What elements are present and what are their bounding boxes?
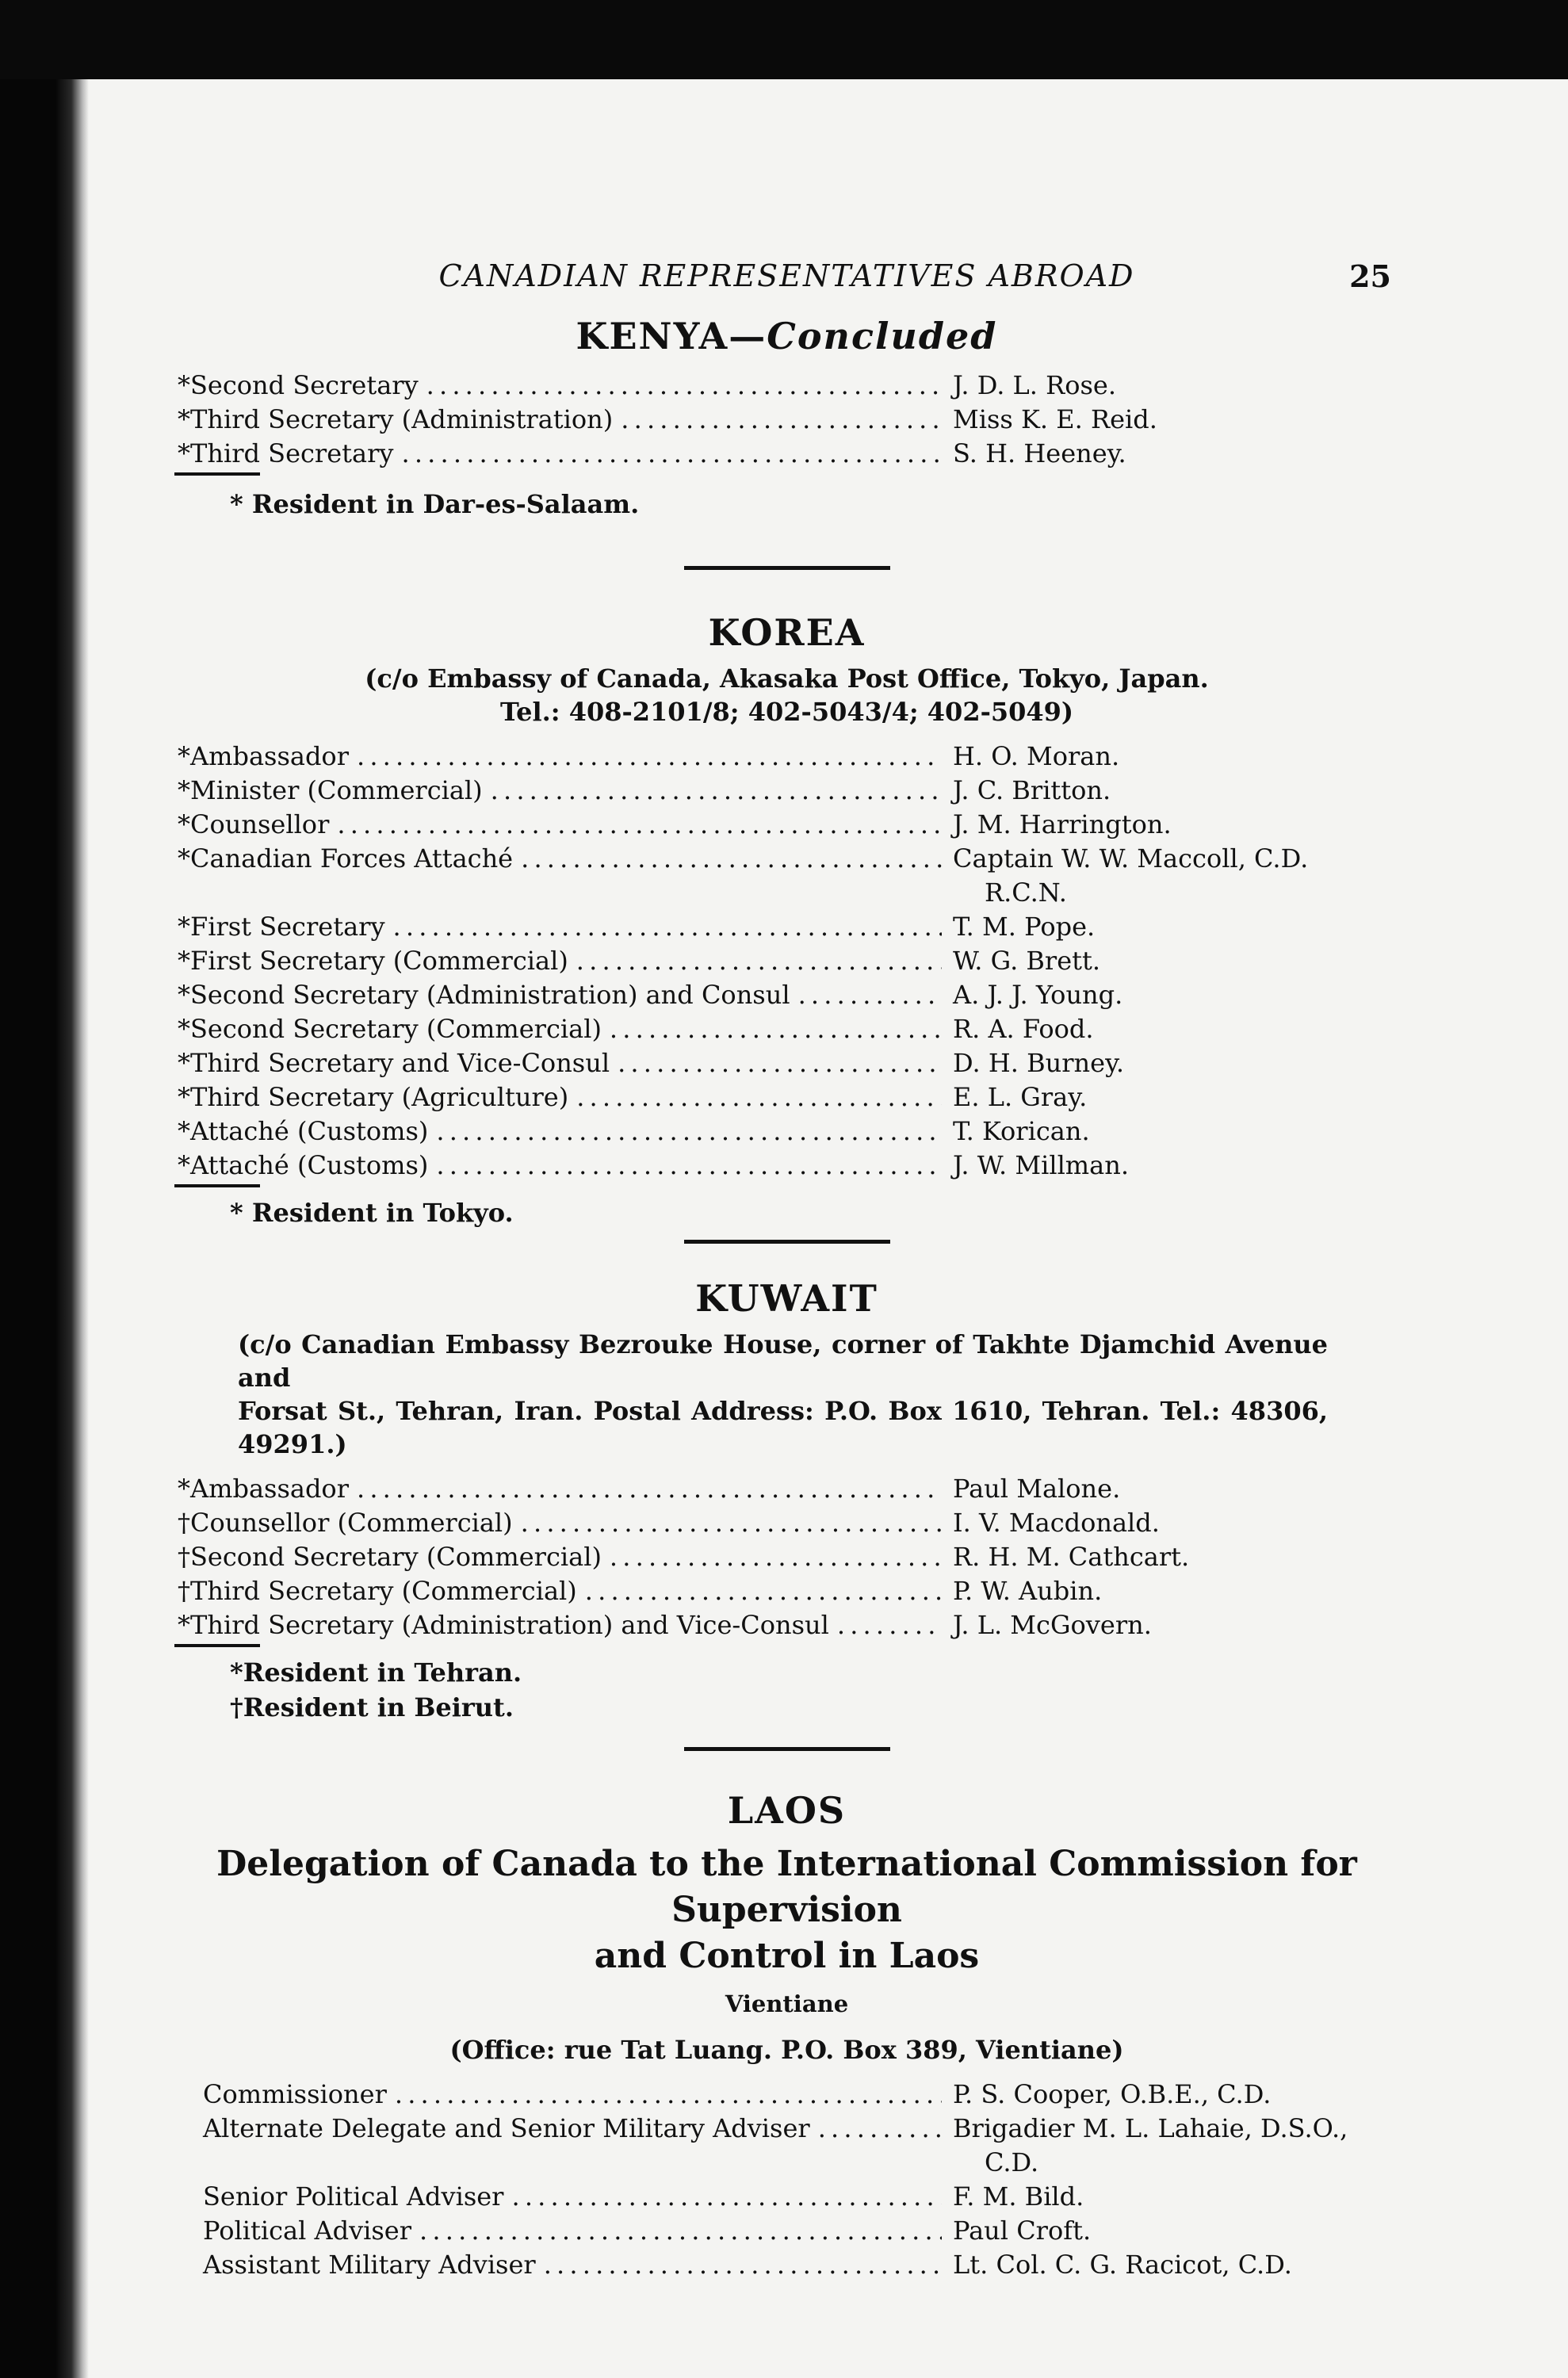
- entry-row: [174, 1608, 1399, 1642]
- person-name: [942, 842, 1399, 910]
- leader-dots: [511, 2180, 942, 2214]
- position-label: *Third Secretary (Administration): [178, 404, 614, 434]
- leader-dots: [419, 2214, 942, 2248]
- position-label: *Third Secretary: [178, 438, 394, 468]
- section-divider: [684, 1240, 890, 1244]
- person-name: I. V. Macdonald.: [953, 1508, 1160, 1538]
- leader-dots: [621, 403, 942, 437]
- person-name: P. S. Cooper, O.B.E., C.D.: [953, 2079, 1272, 2109]
- leader-dots: [393, 910, 942, 944]
- delegation-title-line: Delegation of Canada to the International Commission for Supervision: [216, 1844, 1357, 1930]
- person-name: T. M. Pope.: [953, 912, 1096, 942]
- address-block: [174, 1328, 1399, 1461]
- entry-row: [174, 369, 1399, 403]
- position-label: *Third Secretary (Administration) and Vice-Consul: [178, 1610, 829, 1640]
- section-korea: [174, 610, 1399, 1230]
- leader-dots: [491, 774, 942, 808]
- entry-row: [174, 1506, 1399, 1540]
- office-address: (Office: rue Tat Luang. P.O. Box 389, Vientiane): [449, 2035, 1124, 2065]
- leader-dots: [798, 978, 942, 1012]
- section-title-suffix: Concluded: [767, 315, 998, 357]
- position-label: *Attaché (Customs): [178, 1116, 429, 1146]
- position-label: Commissioner: [203, 2079, 387, 2109]
- person-name: J. L. McGovern.: [953, 1610, 1152, 1640]
- delegation-title-line: and Control in Laos: [594, 1936, 980, 1976]
- leader-dots: [357, 740, 942, 774]
- position-label: *Second Secretary (Administration) and Consul: [178, 980, 790, 1010]
- leader-dots: [395, 2078, 942, 2112]
- position-label: *Ambassador: [178, 1474, 349, 1504]
- footnote-rule: [174, 1644, 260, 1647]
- person-name: P. W. Aubin.: [953, 1576, 1103, 1606]
- entry-row: [174, 1574, 1399, 1608]
- running-head: [174, 238, 1399, 313]
- entry-row: [174, 2214, 1399, 2248]
- section-title: KOREA: [708, 611, 866, 654]
- leader-dots: [357, 1472, 942, 1506]
- position-label: Senior Political Adviser: [203, 2181, 504, 2212]
- person-name: J. D. L. Rose.: [953, 370, 1117, 400]
- footnote: *Resident in Tehran.: [230, 1657, 522, 1688]
- address-block: [174, 662, 1399, 728]
- entry-row: [174, 842, 1399, 910]
- leader-dots: [436, 1114, 942, 1149]
- leader-dots: [585, 1574, 942, 1608]
- person-name: J. W. Millman.: [953, 1150, 1129, 1180]
- position-label: *Ambassador: [178, 741, 349, 771]
- address-line: (c/o Canadian Embassy Bezrouke House, corner of Takhte Djamchid Avenue and: [238, 1329, 1328, 1393]
- person-name-line: C.D.: [985, 2147, 1039, 2177]
- section-kuwait: [174, 1275, 1399, 1725]
- scan-binding-edge: [0, 79, 89, 2378]
- entry-row: [174, 2180, 1399, 2214]
- person-name: Miss K. E. Reid.: [953, 404, 1157, 434]
- delegation-title: [174, 1841, 1399, 1979]
- entry-row: [174, 1046, 1399, 1080]
- position-label: *Third Secretary and Vice-Consul: [178, 1048, 610, 1078]
- person-name: R. A. Food.: [953, 1014, 1094, 1044]
- leader-dots: [337, 808, 942, 842]
- entry-row: [174, 2248, 1399, 2282]
- entry-row: [174, 1114, 1399, 1149]
- leader-dots: [576, 944, 942, 978]
- person-name: W. G. Brett.: [953, 946, 1101, 976]
- person-name: E. L. Gray.: [953, 1082, 1088, 1112]
- footnote: * Resident in Tokyo.: [230, 1198, 514, 1228]
- person-name: T. Korican.: [953, 1116, 1090, 1146]
- entry-list: [174, 1472, 1399, 1642]
- entry-row: [174, 774, 1399, 808]
- section-kenya: [174, 313, 1399, 522]
- position-label: Alternate Delegate and Senior Military Adviser: [203, 2113, 810, 2143]
- entry-list: [174, 2078, 1399, 2282]
- entry-row: [174, 1540, 1399, 1574]
- entry-row: [174, 2078, 1399, 2112]
- address-line: Forsat St., Tehran, Iran. Postal Address: P.O. Box 1610, Tehran. Tel.: 48306, 49291.): [238, 1396, 1328, 1459]
- section-laos: [174, 1787, 1399, 2282]
- position-label: *Minister (Commercial): [178, 775, 483, 805]
- leader-dots: [576, 1080, 942, 1114]
- section-title-main: KENYA—: [576, 315, 767, 357]
- person-name-line: Brigadier M. L. Lahaie, D.S.O.,: [953, 2113, 1348, 2143]
- entry-row: [174, 740, 1399, 774]
- entry-row: [174, 437, 1399, 471]
- person-name: Lt. Col. C. G. Racicot, C.D.: [953, 2250, 1292, 2280]
- position-label: *Counsellor: [178, 809, 330, 839]
- entry-list: [174, 369, 1399, 471]
- place-heading: Vientiane: [725, 1990, 849, 2017]
- leader-dots: [818, 2112, 942, 2146]
- section-title: LAOS: [727, 1789, 847, 1832]
- leader-dots: [436, 1149, 942, 1183]
- address-line: (c/o Embassy of Canada, Akasaka Post Office, Tokyo, Japan.: [365, 663, 1209, 694]
- person-name: D. H. Burney.: [953, 1048, 1125, 1078]
- position-label: *First Secretary: [178, 912, 385, 942]
- footnote-rule: [174, 1184, 260, 1187]
- position-label: *Third Secretary (Agriculture): [178, 1082, 569, 1112]
- entry-row: [174, 944, 1399, 978]
- person-name: R. H. M. Cathcart.: [953, 1542, 1190, 1572]
- person-name: J. C. Britton.: [953, 775, 1111, 805]
- position-label: *Canadian Forces Attaché: [178, 843, 514, 874]
- person-name: F. M. Bild.: [953, 2181, 1084, 2212]
- leader-dots: [618, 1046, 942, 1080]
- leader-dots: [401, 437, 942, 471]
- leader-dots: [521, 842, 942, 876]
- person-name: H. O. Moran.: [953, 741, 1120, 771]
- footnote: * Resident in Dar-es-Salaam.: [230, 489, 640, 519]
- entry-row: [174, 808, 1399, 842]
- leader-dots: [610, 1540, 942, 1574]
- entry-row: [174, 910, 1399, 944]
- entry-row: [174, 403, 1399, 437]
- document-page: [174, 238, 1399, 2280]
- entry-row: [174, 1012, 1399, 1046]
- person-name: S. H. Heeney.: [953, 438, 1126, 468]
- position-label: *First Secretary (Commercial): [178, 946, 568, 976]
- entry-row: [174, 978, 1399, 1012]
- leader-dots: [426, 369, 942, 403]
- leader-dots: [521, 1506, 942, 1540]
- person-name-line: Captain W. W. Maccoll, C.D.: [953, 843, 1309, 874]
- section-title: [174, 313, 1399, 359]
- footnote: †Resident in Beirut.: [230, 1692, 514, 1722]
- position-label: *Second Secretary (Commercial): [178, 1014, 602, 1044]
- page-number: 25: [1349, 258, 1391, 294]
- person-name: Paul Croft.: [953, 2216, 1092, 2246]
- section-divider: [684, 566, 890, 570]
- person-name-line: R.C.N.: [985, 877, 1067, 908]
- running-title: CANADIAN REPRESENTATIVES ABROAD: [438, 258, 1135, 293]
- section-title: KUWAIT: [695, 1277, 878, 1320]
- position-label: Assistant Military Adviser: [203, 2250, 536, 2280]
- position-label: †Third Secretary (Commercial): [178, 1576, 577, 1606]
- entry-row: [174, 2112, 1399, 2180]
- entry-row: [174, 1080, 1399, 1114]
- person-name: Paul Malone.: [953, 1474, 1121, 1504]
- leader-dots: [544, 2248, 942, 2282]
- person-name: A. J. J. Young.: [953, 980, 1123, 1010]
- entry-list: [174, 740, 1399, 1183]
- footnote-rule: [174, 472, 260, 476]
- position-label: Political Adviser: [203, 2216, 412, 2246]
- section-divider: [684, 1747, 890, 1751]
- entry-row: [174, 1472, 1399, 1506]
- person-name: [942, 2112, 1399, 2180]
- leader-dots: [610, 1012, 942, 1046]
- leader-dots: [837, 1608, 942, 1642]
- person-name: J. M. Harrington.: [953, 809, 1172, 839]
- entry-row: [174, 1149, 1399, 1183]
- position-label: †Second Secretary (Commercial): [178, 1542, 602, 1572]
- position-label: *Second Secretary: [178, 370, 419, 400]
- address-line: Tel.: 408-2101/8; 402-5043/4; 402-5049): [499, 697, 1074, 727]
- position-label: †Counsellor (Commercial): [178, 1508, 513, 1538]
- scan-top-border: [0, 0, 1568, 79]
- position-label: *Attaché (Customs): [178, 1150, 429, 1180]
